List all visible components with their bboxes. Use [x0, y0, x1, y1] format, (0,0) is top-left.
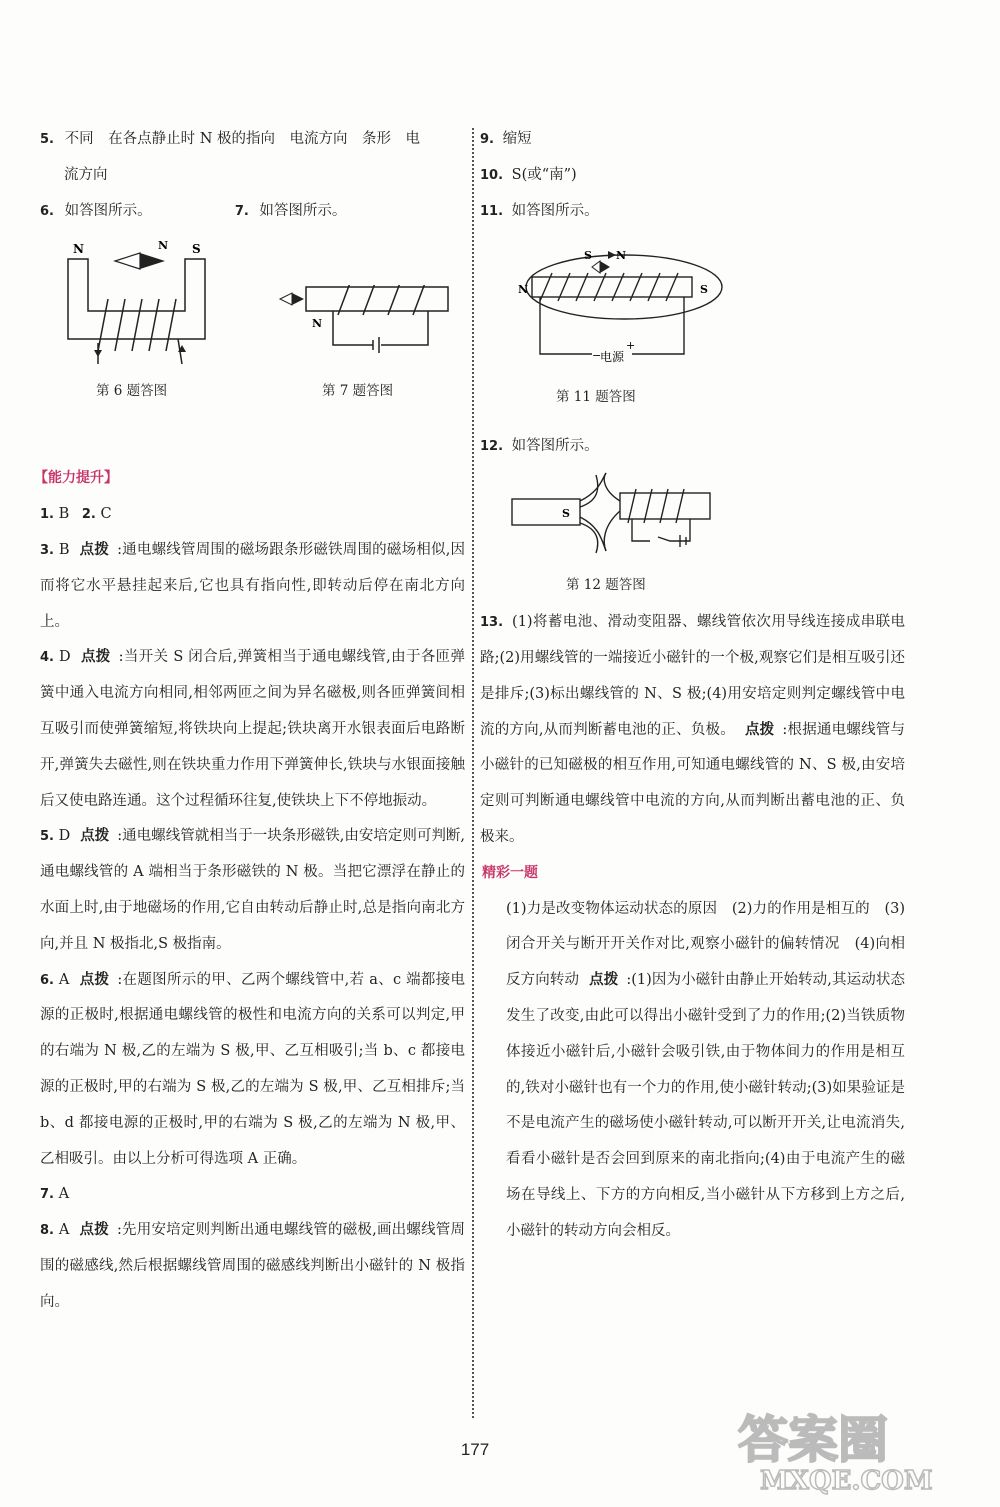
fig11-needle-n: N	[616, 249, 627, 263]
column-divider	[472, 128, 474, 1418]
fig11-plus: +	[626, 339, 636, 353]
fig11-caption: 第 11 题答图	[556, 389, 636, 406]
answer-1-2: 1. B 2. C	[40, 506, 112, 523]
answer-q11: 11. 如答图所示。	[480, 202, 599, 219]
fig6-n-label: N	[73, 242, 84, 257]
fig11-left-n: N	[518, 283, 529, 297]
section-heading-highlight: 精彩一题	[482, 864, 538, 881]
highlight-answer: (1)力是改变物体运动状态的原因 (2)力的作用是相互的 (3)闭合开关与断开开关作对比,观察小磁针的偏转情况 (4)向相反方向转动 点拨 :(1)因为小磁针由静止开始转动,其运动状态发生了改变,由此可以得出小磁针受到了力的作用;(2)当铁质物体接近小磁针后,小磁针会吸引铁,由于物体间力的作用是相互的,铁对小磁针也有一个力的作用,使小磁针转动;(3)如果验证是不是电流产生的磁场使小磁针转动,可以断开开关,让电流消失,看看小磁针是否会回到原来的南北指向;(4)由于电流产生的磁场在导线上、下方的方向相反,当小磁针从下方移到上方之后,小磁针的转动方向会相反。	[506, 900, 906, 1239]
answer-3: 3. B 点拨 :通电螺线管周围的磁场跟条形磁铁周围的磁场相似,因而将它水平悬挂起来后,它也具有指向性,即转动后停在南北方向上。	[40, 541, 466, 630]
figure-7-solenoid	[278, 285, 458, 365]
answer-q5: 5. 不同 在各点静止时 N 极的指向 电流方向 条形 电 流方向	[40, 131, 420, 183]
figure-12	[480, 465, 905, 605]
answer-4: 4. D 点拨 :当开关 S 闭合后,弹簧相当于通电螺线管,由于各匝弹簧中通入电流方向相同,相邻两匝之间为异名磁极,则各匝弹簧间相互吸引而使弹簧缩短,将铁块向上提起;铁块离开水银表面后电路断开,弹簧失去磁性,则在铁块重力作用下弹簧伸长,铁块与水银面接触后又使电路连通。这个过程循环往复,使铁块上下不停地振动。	[40, 649, 466, 809]
section-heading-ability: 【能力提升】	[34, 470, 118, 487]
fig7-n-label: N	[312, 317, 323, 331]
answer-5: 5. D 点拨 :通电螺线管就相当于一块条形磁铁,由安培定则可判断,通电螺线管的 A 端相当于条形磁铁的 N 极。当把它漂浮在静止的水面上时,由于地磁场的作用,它自由转动后静止时,总是指向南北方向,并且 N 极指北,S 极指南。	[40, 828, 466, 952]
answer-6: 6. A 点拨 :在题图所示的甲、乙两个螺线管中,若 a、c 端都接电源的正极时,根据通电螺线管的极性和电流方向的关系可以判定,甲的右端为 N 极,乙的左端为 S 极,甲、乙互相吸引;当 b、c 都接电源的正极时,甲的右端为 S 极,乙的左端为 S 极,甲、乙互相排斥;当 b、d 都接电源的正极时,甲的右端为 S 极,乙的左端为 N 极,甲、乙相吸引。由以上分析可得选项 A 正确。	[40, 971, 466, 1167]
fig11-right-s: S	[700, 283, 708, 297]
answer-8: 8. A 点拨 :先用安培定则判断出通电螺线管的磁极,画出螺线管周围的磁感线,然后根据螺线管周围的磁感线判断出小磁针的 N 极指向。	[40, 1222, 466, 1310]
answer-q10: 10. S(或“南”)	[480, 166, 577, 183]
figure-6-u-magnet	[60, 239, 250, 374]
figure-12-magnet-solenoid	[510, 471, 730, 561]
watermark-big: 答案圈	[738, 1410, 888, 1469]
answer-q9: 9. 缩短	[480, 131, 532, 147]
figures-6-7	[40, 229, 465, 459]
watermark-logo	[730, 1399, 980, 1499]
fig11-minus: −	[592, 349, 602, 363]
fig6-caption: 第 6 题答图	[96, 383, 168, 400]
fig12-caption: 第 12 题答图	[566, 577, 646, 594]
fig6-needle-n-label: N	[158, 239, 169, 253]
right-column	[480, 120, 905, 1250]
page-number: 177	[460, 1440, 490, 1459]
answer-q6-q7: 6. 如答图所示。 7. 如答图所示。	[40, 202, 347, 219]
fig7-caption: 第 7 题答图	[322, 383, 394, 400]
figure-11	[480, 229, 905, 429]
fig12-s-label: S	[562, 507, 570, 521]
answer-7: 7. A	[40, 1186, 70, 1203]
fig11-needle-s: S	[584, 249, 592, 263]
answer-q12: 12. 如答图所示。	[480, 438, 599, 455]
figure-11-solenoid-field	[512, 239, 732, 369]
answer-q13: 13. (1)将蓄电池、滑动变阻器、螺线管依次用导线连接成串联电路;(2)用螺线管的一端接近小磁针的一个极,观察它们是相互吸引还是排斥;(3)标出螺线管的 N、S 极;(4)用安培定则判定螺线管中电流的方向,从而判断蓄电池的正、负极。 点拨 :根据通电螺线管与小磁针的已知磁极的相互作用,可知通电螺线管的 N、S 极,由安培定则可判断通电螺线管中电流的方向,从而判断出蓄电池的正、负极来。	[480, 614, 906, 845]
fig11-power: 电源	[600, 350, 625, 365]
watermark-small: MXQE.COM	[760, 1466, 933, 1496]
fig6-s-label: S	[192, 242, 201, 257]
left-column	[34, 120, 466, 1321]
